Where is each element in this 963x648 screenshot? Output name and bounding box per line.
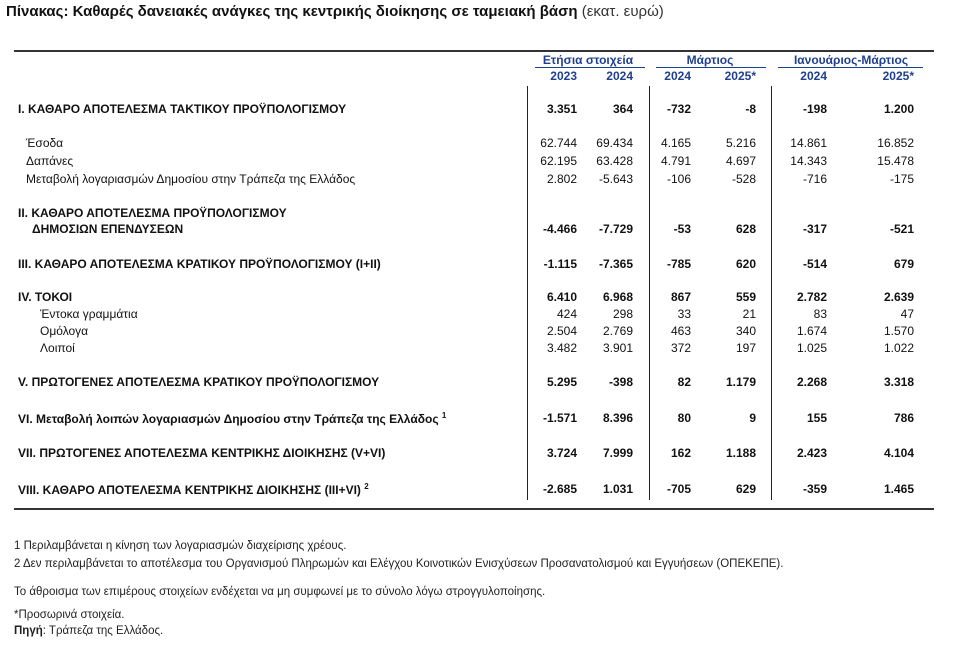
- footnote-2: 2 Δεν περιλαμβάνεται το αποτέλεσμα του Οργανισμού Πληρωμών και Ελέγχου Κοινοτικών Ενισχύσεων Προσανατολισμού και Εγγυήσεων (ΟΠΕΚΕΠΕ).: [14, 558, 784, 570]
- group-underline: [656, 67, 766, 68]
- row-label: Έσοδα: [26, 136, 64, 150]
- cell-value: 2.769: [602, 324, 633, 338]
- cell-value: 4.697: [725, 154, 756, 168]
- header-year: 2025*: [724, 69, 756, 83]
- cell-value: -359: [802, 482, 827, 496]
- header-year: 2025*: [882, 69, 914, 83]
- row-label: Δαπάνες: [26, 154, 74, 168]
- cell-value: 3.482: [546, 341, 577, 355]
- cell-value: 3.318: [883, 375, 914, 389]
- cell-value: 1.031: [602, 482, 633, 496]
- cell-value: -528: [731, 172, 756, 186]
- table-row: [14, 102, 934, 118]
- cell-value: 15.478: [877, 154, 914, 168]
- cell-value: 2.639: [883, 290, 914, 304]
- cell-value: -398: [608, 375, 633, 389]
- table-row: [14, 206, 934, 240]
- cell-value: -716: [802, 172, 827, 186]
- table-title: Πίνακας: Καθαρές δανειακές ανάγκες της κεντρικής διοίκησης σε ταμειακή βάση: [6, 3, 578, 20]
- cell-value: 80: [677, 411, 691, 425]
- cell-value: 559: [735, 290, 756, 304]
- cell-value: 867: [670, 290, 691, 304]
- cell-value: 33: [677, 307, 691, 321]
- row-label: III. ΚΑΘΑΡΟ ΑΠΟΤΕΛΕΣΜΑ ΚΡΑΤΙΚΟΥ ΠΡΟΫΠΟΛΟΓΙΣΜΟΥ (I+II): [18, 257, 381, 271]
- row-label: IV. ΤΟΚΟΙ: [18, 290, 73, 304]
- cell-value: -7.729: [598, 222, 633, 236]
- cell-value: 14.343: [790, 154, 827, 168]
- cell-value: -106: [666, 172, 691, 186]
- cell-value: 298: [612, 307, 633, 321]
- cell-value: 3.901: [602, 341, 633, 355]
- group-underline: [778, 67, 923, 68]
- cell-value: 2.423: [796, 446, 827, 460]
- footnote-1: 1 Περιλαμβάνεται η κίνηση των λογαριασμών διαχείρισης χρέους.: [14, 540, 347, 552]
- header-year: 2024: [800, 69, 827, 83]
- cell-value: 463: [670, 324, 691, 338]
- cell-value: -1.115: [543, 257, 577, 271]
- cell-value: -785: [666, 257, 691, 271]
- group-underline: [535, 67, 645, 68]
- cell-value: 1.674: [796, 324, 827, 338]
- cell-value: 62.195: [540, 154, 577, 168]
- table-row: [14, 154, 934, 170]
- row-label: Ομόλογα: [40, 324, 89, 338]
- cell-value: -705: [666, 482, 691, 496]
- cell-value: 6.968: [602, 290, 633, 304]
- source-text: : Τράπεζα της Ελλάδος.: [42, 625, 164, 637]
- cell-value: 2.504: [546, 324, 577, 338]
- cell-value: -2.685: [542, 482, 577, 496]
- cell-value: 1.179: [725, 375, 756, 389]
- cell-value: -8: [745, 102, 756, 116]
- header-year: 2024: [606, 69, 633, 83]
- cell-value: 372: [670, 341, 691, 355]
- cell-value: 4.165: [660, 136, 691, 150]
- cell-value: -198: [802, 102, 827, 116]
- cell-value: 14.861: [790, 136, 827, 150]
- cell-value: 7.999: [602, 446, 633, 460]
- header-group-march: Μάρτιος: [686, 53, 734, 67]
- footnote-ref: 1: [441, 411, 447, 420]
- footnote-ref: 2: [364, 482, 369, 491]
- cell-value: 8.396: [602, 411, 633, 425]
- cell-value: -5.643: [598, 172, 633, 186]
- row-label: [18, 482, 369, 497]
- cell-value: 620: [735, 257, 756, 271]
- cell-value: 679: [893, 257, 914, 271]
- table-row: [14, 411, 934, 427]
- header-year: 2023: [550, 69, 577, 83]
- cell-value: 5.216: [725, 136, 756, 150]
- cell-value: 63.428: [596, 154, 633, 168]
- cell-value: 197: [735, 341, 756, 355]
- cell-value: -732: [666, 102, 691, 116]
- cell-value: 3.724: [546, 446, 577, 460]
- cell-value: 1.188: [725, 446, 756, 460]
- cell-value: 364: [612, 102, 633, 116]
- cell-value: 2.802: [546, 172, 577, 186]
- table-row: [14, 341, 934, 357]
- table-row: [14, 307, 934, 323]
- row-label: I. ΚΑΘΑΡΟ ΑΠΟΤΕΛΕΣΜΑ ΤΑΚΤΙΚΟΥ ΠΡΟΫΠΟΛΟΓΙΣΜΟΥ: [18, 102, 347, 116]
- row-label: Λοιποί: [40, 341, 75, 355]
- cell-value: 62.744: [540, 136, 577, 150]
- cell-value: 155: [806, 411, 827, 425]
- cell-value: 21: [742, 307, 756, 321]
- cell-value: 424: [556, 307, 577, 321]
- provisional-note: *Προσωρινά στοιχεία.: [14, 609, 125, 621]
- row-label-continued: ΔΗΜΟΣΙΩΝ ΕΠΕΝΔΥΣΕΩΝ: [32, 222, 184, 236]
- cell-value: 629: [735, 482, 756, 496]
- cell-value: -4.466: [542, 222, 577, 236]
- cell-value: -53: [673, 222, 691, 236]
- cell-value: 340: [735, 324, 756, 338]
- cell-value: 82: [677, 375, 691, 389]
- cell-value: 1.022: [883, 341, 914, 355]
- row-label: V. ΠΡΩΤΟΓΕΝΕΣ ΑΠΟΤΕΛΕΣΜΑ ΚΡΑΤΙΚΟΥ ΠΡΟΫΠΟΛΟΓΙΣΜΟΥ: [18, 375, 380, 389]
- cell-value: 628: [735, 222, 756, 236]
- table-row: [14, 446, 934, 462]
- header-group-jan-march: Ιανουάριος-Μάρτιος: [793, 53, 909, 67]
- cell-value: -317: [802, 222, 827, 236]
- cell-value: 47: [900, 307, 914, 321]
- row-label: VII. ΠΡΩΤΟΓΕΝΕΣ ΑΠΟΤΕΛΕΣΜΑ ΚΕΝΤΡΙΚΗΣ ΔΙΟΙΚΗΣΗΣ (V+VI): [18, 446, 386, 460]
- cell-value: 2.782: [796, 290, 827, 304]
- cell-value: -175: [889, 172, 914, 186]
- source-note: [14, 625, 163, 637]
- rounding-note: Το άθροισμα των επιμέρους στοιχείων ενδέχεται να μη συμφωνεί με το σύνολο λόγω στρογγυλοποίησης.: [14, 586, 546, 598]
- cell-value: 2.268: [796, 375, 827, 389]
- row-label: [18, 411, 446, 426]
- bottom-rule: [14, 508, 934, 510]
- cell-value: 1.200: [883, 102, 914, 116]
- cell-value: 69.434: [596, 136, 633, 150]
- cell-value: 4.104: [883, 446, 914, 460]
- cell-value: 9: [749, 411, 756, 425]
- table-row: [14, 375, 934, 391]
- row-label: Έντοκα γραμμάτια: [40, 307, 138, 321]
- header-group-annual: Ετήσια στοιχεία: [542, 53, 634, 67]
- table-row: [14, 136, 934, 152]
- row-label-text: VIII. ΚΑΘΑΡΟ ΑΠΟΤΕΛΕΣΜΑ ΚΕΝΤΡΙΚΗΣ ΔΙΟΙΚΗΣΗΣ (III+VI): [18, 483, 361, 497]
- cell-value: 16.852: [877, 136, 914, 150]
- header-year: 2024: [664, 69, 691, 83]
- table-row: [14, 290, 934, 306]
- row-label-text: VI. Μεταβολή λοιπών λογαριασμών Δημοσίου στην Τράπεζα της Ελλάδος: [18, 412, 439, 426]
- table-row: [14, 257, 934, 273]
- table-row: [14, 172, 934, 188]
- cell-value: 1.025: [796, 341, 827, 355]
- source-label: Πηγή: [14, 625, 43, 637]
- table-row: [14, 324, 934, 340]
- cell-value: 162: [670, 446, 691, 460]
- cell-value: -521: [889, 222, 914, 236]
- cell-value: 1.570: [883, 324, 914, 338]
- cell-value: -1.571: [542, 411, 577, 425]
- cell-value: 786: [893, 411, 914, 425]
- cell-value: 1.465: [883, 482, 914, 496]
- table-unit: (εκατ. ευρώ): [581, 3, 664, 20]
- cell-value: -514: [802, 257, 827, 271]
- cell-value: 5.295: [546, 375, 577, 389]
- cell-value: 3.351: [546, 102, 577, 116]
- cell-value: 6.410: [546, 290, 577, 304]
- table-row: [14, 482, 934, 498]
- top-rule: [14, 50, 934, 52]
- cell-value: 4.791: [660, 154, 691, 168]
- cell-value: -7.365: [598, 257, 633, 271]
- row-label: II. ΚΑΘΑΡΟ ΑΠΟΤΕΛΕΣΜΑ ΠΡΟΫΠΟΛΟΓΙΣΜΟΥ: [18, 206, 287, 220]
- row-label: Μεταβολή λογαριασμών Δημοσίου στην Τράπεζα της Ελλάδος: [26, 172, 356, 186]
- cell-value: 83: [813, 307, 827, 321]
